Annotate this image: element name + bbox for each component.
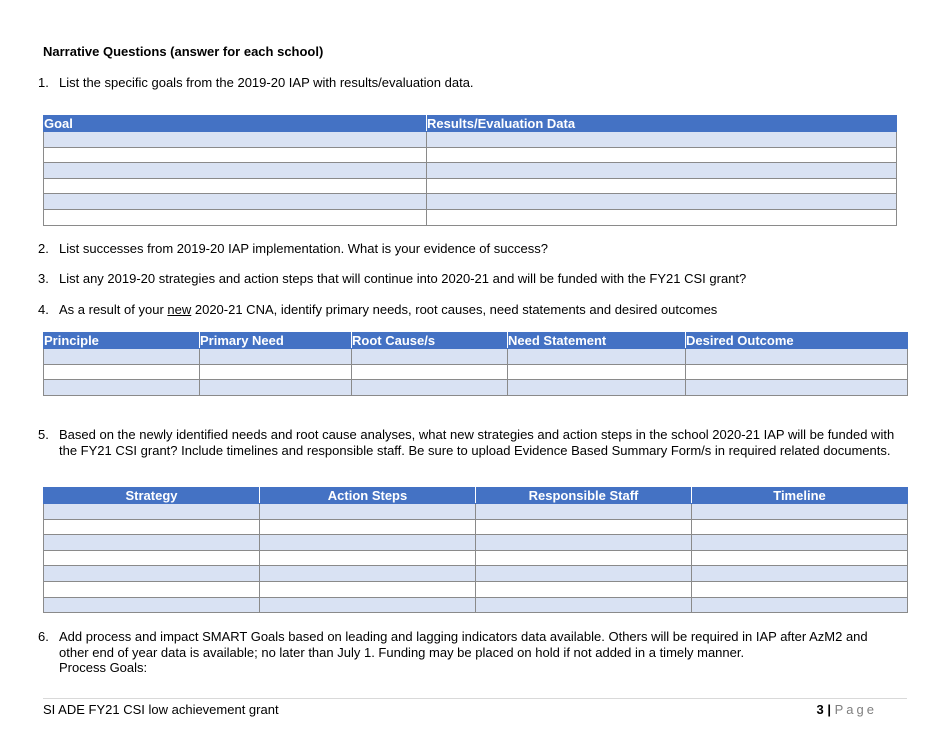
question-number: 6. [38,629,49,644]
table-row [44,519,908,535]
question-text: List the specific goals from the 2019-20 IAP with results/evaluation data. [59,75,474,90]
cell[interactable] [692,550,908,566]
header-principle: Principle [44,333,200,349]
goals-table [43,115,897,226]
cell[interactable] [352,364,508,380]
cell[interactable] [692,566,908,582]
table-header-row [44,488,908,504]
table-row [44,597,908,613]
table-header-row [44,333,908,349]
question-body: Add process and impact SMART Goals based on leading and lagging indicators data available. Others will be required in IAP after AzM2 and other end of year data is available; no later than July 1. Funding may be placed on hold if not added in a timely manner. [59,629,868,660]
header-action-steps: Action Steps [260,488,476,504]
cell[interactable] [200,364,352,380]
cell[interactable] [44,535,260,551]
question-text: List successes from 2019-20 IAP implementation. What is your evidence of success? [59,241,548,256]
section-heading: Narrative Questions (answer for each school) [43,44,324,59]
header-strategy: Strategy [44,488,260,504]
header-goal: Goal [44,116,427,132]
cell[interactable] [352,349,508,365]
question-number: 2. [38,241,49,256]
cell[interactable] [476,535,692,551]
cell[interactable] [44,380,200,396]
question-number: 5. [38,427,49,442]
cell[interactable] [200,380,352,396]
cell[interactable] [44,581,260,597]
cell[interactable] [44,597,260,613]
question-number: 1. [38,75,49,90]
table-row [44,535,908,551]
cell[interactable] [692,519,908,535]
footer-divider [43,698,907,699]
cell[interactable] [427,163,897,179]
header-desired-outcome: Desired Outcome [686,333,908,349]
cell[interactable] [352,380,508,396]
cell[interactable] [260,597,476,613]
table-row [44,550,908,566]
strategy-table [43,487,908,613]
cell[interactable] [260,535,476,551]
cell[interactable] [427,132,897,148]
cell[interactable] [427,178,897,194]
cell[interactable] [476,581,692,597]
cell[interactable] [260,550,476,566]
cell[interactable] [508,364,686,380]
cell[interactable] [692,535,908,551]
text-part: As a result of your [59,302,168,317]
page-label: Page [834,702,877,717]
cell[interactable] [686,349,908,365]
cell[interactable] [44,132,427,148]
table-row [44,147,897,163]
cell[interactable] [692,504,908,520]
cell[interactable] [44,349,200,365]
cell[interactable] [44,178,427,194]
cell[interactable] [686,364,908,380]
cell[interactable] [476,504,692,520]
footer-title: SI ADE FY21 CSI low achievement grant [43,702,279,717]
header-need-statement: Need Statement [508,333,686,349]
table-row [44,194,897,210]
cell[interactable] [200,349,352,365]
cell[interactable] [44,147,427,163]
cell[interactable] [508,380,686,396]
cell[interactable] [44,209,427,225]
cell[interactable] [44,550,260,566]
table-row [44,349,908,365]
cell[interactable] [44,566,260,582]
table-row [44,566,908,582]
needs-table [43,332,908,396]
cell[interactable] [476,519,692,535]
page-number: 3 [816,702,824,717]
process-goals-label: Process Goals: [59,660,148,675]
page-indicator [817,702,878,717]
cell[interactable] [692,597,908,613]
table-header-row [44,116,897,132]
table-row [44,132,897,148]
header-timeline: Timeline [692,488,908,504]
cell[interactable] [476,566,692,582]
cell[interactable] [260,581,476,597]
table-row [44,380,908,396]
question-text [59,302,898,318]
cell[interactable] [260,504,476,520]
header-responsible-staff: Responsible Staff [476,488,692,504]
cell[interactable] [44,504,260,520]
table-row [44,581,908,597]
cell[interactable] [260,519,476,535]
table-row [44,163,897,179]
page-separator: | [827,702,831,717]
cell[interactable] [692,581,908,597]
question-text: Based on the newly identified needs and root cause analyses, what new strategies and action steps in the school 2020-21 IAP will be funded with the FY21 CSI grant? Include timelines and responsible staff. Be sure to upload Evidence Based Summary Form/s in required related documents. [59,427,895,458]
header-root-cause: Root Cause/s [352,333,508,349]
header-results: Results/Evaluation Data [427,116,897,132]
cell[interactable] [44,519,260,535]
cell[interactable] [508,349,686,365]
table-row [44,209,897,225]
cell[interactable] [427,194,897,210]
cell[interactable] [427,147,897,163]
question-text [59,629,898,676]
cell[interactable] [260,566,476,582]
cell[interactable] [476,597,692,613]
cell[interactable] [476,550,692,566]
cell[interactable] [44,194,427,210]
table-row [44,364,908,380]
cell[interactable] [427,209,897,225]
text-part: 2020-21 CNA, identify primary needs, root causes, need statements and desired outcomes [191,302,718,317]
question-number: 3. [38,271,49,286]
underlined-word: new [167,302,192,317]
question-number: 4. [38,302,49,317]
header-primary-need: Primary Need [200,333,352,349]
cell[interactable] [44,364,200,380]
cell[interactable] [44,163,427,179]
table-row [44,504,908,520]
cell[interactable] [686,380,908,396]
question-text: List any 2019-20 strategies and action steps that will continue into 2020-21 and will be funded with the FY21 CSI grant? [59,271,747,286]
table-row [44,178,897,194]
